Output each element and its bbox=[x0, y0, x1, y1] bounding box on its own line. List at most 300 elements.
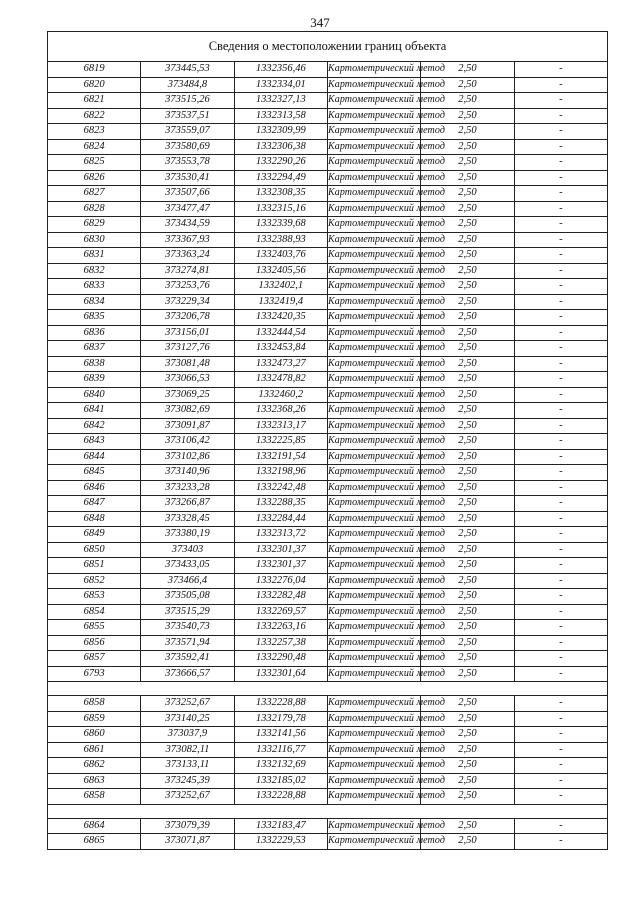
method-cell: Картометрический метод bbox=[327, 742, 420, 758]
table-row bbox=[48, 527, 608, 543]
point-number-cell: 6826 bbox=[48, 170, 141, 186]
precision-cell: 2,50 bbox=[421, 108, 514, 124]
coordinate-y-cell: 1332225,85 bbox=[234, 434, 327, 450]
table-row bbox=[48, 139, 608, 155]
point-number-cell: 6831 bbox=[48, 248, 141, 264]
description-cell: - bbox=[514, 496, 607, 512]
coordinate-x-cell: 373140,96 bbox=[141, 465, 234, 481]
coordinate-y-cell: 1332368,26 bbox=[234, 403, 327, 419]
description-cell: - bbox=[514, 279, 607, 295]
precision-cell: 2,50 bbox=[421, 372, 514, 388]
description-cell: - bbox=[514, 108, 607, 124]
point-number-cell: 6830 bbox=[48, 232, 141, 248]
table-row bbox=[48, 325, 608, 341]
point-number-cell: 6832 bbox=[48, 263, 141, 279]
table-row bbox=[48, 232, 608, 248]
point-number-cell: 6833 bbox=[48, 279, 141, 295]
table-row bbox=[48, 279, 608, 295]
precision-cell: 2,50 bbox=[421, 232, 514, 248]
coordinate-x-cell: 373233,28 bbox=[141, 480, 234, 496]
coordinate-y-cell: 1332356,46 bbox=[234, 62, 327, 78]
coordinate-y-cell: 1332309,99 bbox=[234, 124, 327, 140]
coordinate-x-cell: 373466,4 bbox=[141, 573, 234, 589]
point-number-cell: 6828 bbox=[48, 201, 141, 217]
description-cell: - bbox=[514, 62, 607, 78]
table-row bbox=[48, 341, 608, 357]
coordinate-x-cell: 373380,19 bbox=[141, 527, 234, 543]
description-cell: - bbox=[514, 186, 607, 202]
point-number-cell: 6849 bbox=[48, 527, 141, 543]
precision-cell: 2,50 bbox=[421, 789, 514, 805]
precision-cell: 2,50 bbox=[421, 573, 514, 589]
coordinate-y-cell: 1332290,26 bbox=[234, 155, 327, 171]
coordinate-x-cell: 373140,25 bbox=[141, 711, 234, 727]
point-number-cell: 6836 bbox=[48, 325, 141, 341]
coordinate-x-cell: 373403 bbox=[141, 542, 234, 558]
precision-cell: 2,50 bbox=[421, 696, 514, 712]
method-cell: Картометрический метод bbox=[327, 279, 420, 295]
precision-cell: 2,50 bbox=[421, 418, 514, 434]
description-cell: - bbox=[514, 387, 607, 403]
precision-cell: 2,50 bbox=[421, 542, 514, 558]
point-number-cell: 6846 bbox=[48, 480, 141, 496]
table-row bbox=[48, 62, 608, 78]
table-row bbox=[48, 372, 608, 388]
description-cell: - bbox=[514, 711, 607, 727]
coordinate-y-cell: 1332191,54 bbox=[234, 449, 327, 465]
coordinate-x-cell: 373580,69 bbox=[141, 139, 234, 155]
table-row bbox=[48, 465, 608, 481]
description-cell: - bbox=[514, 773, 607, 789]
table-row bbox=[48, 742, 608, 758]
coordinate-x-cell: 373571,94 bbox=[141, 635, 234, 651]
precision-cell: 2,50 bbox=[421, 511, 514, 527]
precision-cell: 2,50 bbox=[421, 589, 514, 605]
coordinate-x-cell: 373037,9 bbox=[141, 727, 234, 743]
table-row bbox=[48, 201, 608, 217]
method-cell: Картометрический метод bbox=[327, 170, 420, 186]
description-cell: - bbox=[514, 139, 607, 155]
table-row bbox=[48, 186, 608, 202]
coordinate-x-cell: 373253,76 bbox=[141, 279, 234, 295]
coordinate-x-cell: 373505,08 bbox=[141, 589, 234, 605]
table-row bbox=[48, 93, 608, 109]
description-cell: - bbox=[514, 789, 607, 805]
point-number-cell: 6822 bbox=[48, 108, 141, 124]
precision-cell: 2,50 bbox=[421, 186, 514, 202]
coordinate-y-cell: 1332257,38 bbox=[234, 635, 327, 651]
method-cell: Картометрический метод bbox=[327, 217, 420, 233]
table-row bbox=[48, 77, 608, 93]
method-cell: Картометрический метод bbox=[327, 727, 420, 743]
coordinate-y-cell: 1332294,49 bbox=[234, 170, 327, 186]
method-cell: Картометрический метод bbox=[327, 124, 420, 140]
method-cell: Картометрический метод bbox=[327, 758, 420, 774]
coordinate-y-cell: 1332419,4 bbox=[234, 294, 327, 310]
coordinate-y-cell: 1332313,58 bbox=[234, 108, 327, 124]
coordinate-x-cell: 373106,42 bbox=[141, 434, 234, 450]
method-cell: Картометрический метод bbox=[327, 666, 420, 682]
table-row bbox=[48, 108, 608, 124]
table-row bbox=[48, 124, 608, 140]
table-row bbox=[48, 387, 608, 403]
precision-cell: 2,50 bbox=[421, 773, 514, 789]
coordinate-x-cell: 373071,87 bbox=[141, 834, 234, 850]
description-cell: - bbox=[514, 742, 607, 758]
table-row bbox=[48, 758, 608, 774]
coordinate-x-cell: 373229,34 bbox=[141, 294, 234, 310]
method-cell: Картометрический метод bbox=[327, 93, 420, 109]
coordinate-y-cell: 1332339,68 bbox=[234, 217, 327, 233]
coordinate-y-cell: 1332185,02 bbox=[234, 773, 327, 789]
coordinate-y-cell: 1332301,37 bbox=[234, 542, 327, 558]
description-cell: - bbox=[514, 294, 607, 310]
table-row bbox=[48, 155, 608, 171]
method-cell: Картометрический метод bbox=[327, 108, 420, 124]
description-cell: - bbox=[514, 651, 607, 667]
table-row bbox=[48, 635, 608, 651]
point-number-cell: 6844 bbox=[48, 449, 141, 465]
coordinate-y-cell: 1332478,82 bbox=[234, 372, 327, 388]
table-row bbox=[48, 170, 608, 186]
table-row bbox=[48, 651, 608, 667]
method-cell: Картометрический метод bbox=[327, 834, 420, 850]
precision-cell: 2,50 bbox=[421, 834, 514, 850]
description-cell: - bbox=[514, 93, 607, 109]
table-row bbox=[48, 263, 608, 279]
method-cell: Картометрический метод bbox=[327, 263, 420, 279]
coordinate-x-cell: 373066,53 bbox=[141, 372, 234, 388]
point-number-cell: 6840 bbox=[48, 387, 141, 403]
table-row bbox=[48, 403, 608, 419]
method-cell: Картометрический метод bbox=[327, 711, 420, 727]
page-number: 347 bbox=[310, 15, 330, 30]
coordinate-x-cell: 373127,76 bbox=[141, 341, 234, 357]
coordinate-y-cell: 1332229,53 bbox=[234, 834, 327, 850]
description-cell: - bbox=[514, 201, 607, 217]
method-cell: Картометрический метод bbox=[327, 635, 420, 651]
method-cell: Картометрический метод bbox=[327, 696, 420, 712]
method-cell: Картометрический метод bbox=[327, 155, 420, 171]
precision-cell: 2,50 bbox=[421, 465, 514, 481]
method-cell: Картометрический метод bbox=[327, 573, 420, 589]
description-cell: - bbox=[514, 589, 607, 605]
method-cell: Картометрический метод bbox=[327, 449, 420, 465]
description-cell: - bbox=[514, 418, 607, 434]
precision-cell: 2,50 bbox=[421, 480, 514, 496]
table-row bbox=[48, 773, 608, 789]
method-cell: Картометрический метод bbox=[327, 418, 420, 434]
coordinate-x-cell: 373515,29 bbox=[141, 604, 234, 620]
method-cell: Картометрический метод bbox=[327, 341, 420, 357]
table-row bbox=[48, 310, 608, 326]
point-number-cell: 6865 bbox=[48, 834, 141, 850]
point-number-cell: 6855 bbox=[48, 620, 141, 636]
coordinate-x-cell: 373537,51 bbox=[141, 108, 234, 124]
precision-cell: 2,50 bbox=[421, 279, 514, 295]
table-row bbox=[48, 604, 608, 620]
coordinate-y-cell: 1332263,16 bbox=[234, 620, 327, 636]
description-cell: - bbox=[514, 666, 607, 682]
point-number-cell: 6858 bbox=[48, 789, 141, 805]
precision-cell: 2,50 bbox=[421, 527, 514, 543]
description-cell: - bbox=[514, 727, 607, 743]
precision-cell: 2,50 bbox=[421, 387, 514, 403]
precision-cell: 2,50 bbox=[421, 727, 514, 743]
point-number-cell: 6845 bbox=[48, 465, 141, 481]
precision-cell: 2,50 bbox=[421, 742, 514, 758]
group-separator-cell bbox=[48, 682, 608, 696]
precision-cell: 2,50 bbox=[421, 651, 514, 667]
point-number-cell: 6864 bbox=[48, 818, 141, 834]
description-cell: - bbox=[514, 434, 607, 450]
coordinate-x-cell: 373079,39 bbox=[141, 818, 234, 834]
table-row bbox=[48, 573, 608, 589]
coordinate-x-cell: 373434,59 bbox=[141, 217, 234, 233]
coordinate-y-cell: 1332315,16 bbox=[234, 201, 327, 217]
description-cell: - bbox=[514, 263, 607, 279]
table-row bbox=[48, 666, 608, 682]
description-cell: - bbox=[514, 155, 607, 171]
method-cell: Картометрический метод bbox=[327, 589, 420, 605]
point-number-cell: 6858 bbox=[48, 696, 141, 712]
coordinate-y-cell: 1332183,47 bbox=[234, 818, 327, 834]
precision-cell: 2,50 bbox=[421, 155, 514, 171]
precision-cell: 2,50 bbox=[421, 263, 514, 279]
table-title: Сведения о местоположении границ объекта bbox=[48, 32, 608, 62]
precision-cell: 2,50 bbox=[421, 294, 514, 310]
group-separator-row bbox=[48, 682, 608, 696]
description-cell: - bbox=[514, 372, 607, 388]
precision-cell: 2,50 bbox=[421, 496, 514, 512]
point-number-cell: 6852 bbox=[48, 573, 141, 589]
point-number-cell: 6859 bbox=[48, 711, 141, 727]
point-number-cell: 6793 bbox=[48, 666, 141, 682]
coordinate-y-cell: 1332460,2 bbox=[234, 387, 327, 403]
method-cell: Картометрический метод bbox=[327, 232, 420, 248]
coordinate-x-cell: 373082,69 bbox=[141, 403, 234, 419]
point-number-cell: 6834 bbox=[48, 294, 141, 310]
table-row bbox=[48, 542, 608, 558]
precision-cell: 2,50 bbox=[421, 93, 514, 109]
point-number-cell: 6841 bbox=[48, 403, 141, 419]
description-cell: - bbox=[514, 558, 607, 574]
table-row bbox=[48, 449, 608, 465]
coordinate-y-cell: 1332301,64 bbox=[234, 666, 327, 682]
coordinate-y-cell: 1332132,69 bbox=[234, 758, 327, 774]
description-cell: - bbox=[514, 818, 607, 834]
description-cell: - bbox=[514, 403, 607, 419]
description-cell: - bbox=[514, 124, 607, 140]
table-row bbox=[48, 356, 608, 372]
point-number-cell: 6862 bbox=[48, 758, 141, 774]
point-number-cell: 6827 bbox=[48, 186, 141, 202]
coordinate-x-cell: 373082,11 bbox=[141, 742, 234, 758]
precision-cell: 2,50 bbox=[421, 139, 514, 155]
method-cell: Картометрический метод bbox=[327, 818, 420, 834]
coordinate-x-cell: 373540,73 bbox=[141, 620, 234, 636]
method-cell: Картометрический метод bbox=[327, 139, 420, 155]
precision-cell: 2,50 bbox=[421, 449, 514, 465]
method-cell: Картометрический метод bbox=[327, 773, 420, 789]
coordinate-y-cell: 1332242,48 bbox=[234, 480, 327, 496]
point-number-cell: 6843 bbox=[48, 434, 141, 450]
method-cell: Картометрический метод bbox=[327, 403, 420, 419]
coordinate-y-cell: 1332116,77 bbox=[234, 742, 327, 758]
coordinate-y-cell: 1332228,88 bbox=[234, 696, 327, 712]
coordinate-y-cell: 1332327,13 bbox=[234, 93, 327, 109]
method-cell: Картометрический метод bbox=[327, 620, 420, 636]
method-cell: Картометрический метод bbox=[327, 465, 420, 481]
coordinate-y-cell: 1332282,48 bbox=[234, 589, 327, 605]
coordinate-y-cell: 1332313,17 bbox=[234, 418, 327, 434]
point-number-cell: 6820 bbox=[48, 77, 141, 93]
point-number-cell: 6848 bbox=[48, 511, 141, 527]
precision-cell: 2,50 bbox=[421, 711, 514, 727]
coordinate-y-cell: 1332473,27 bbox=[234, 356, 327, 372]
method-cell: Картометрический метод bbox=[327, 248, 420, 264]
coordinate-x-cell: 373666,57 bbox=[141, 666, 234, 682]
point-number-cell: 6835 bbox=[48, 310, 141, 326]
method-cell: Картометрический метод bbox=[327, 558, 420, 574]
point-number-cell: 6860 bbox=[48, 727, 141, 743]
coordinate-x-cell: 373515,26 bbox=[141, 93, 234, 109]
coordinate-x-cell: 373363,24 bbox=[141, 248, 234, 264]
coordinate-y-cell: 1332288,35 bbox=[234, 496, 327, 512]
coordinate-y-cell: 1332198,96 bbox=[234, 465, 327, 481]
method-cell: Картометрический метод bbox=[327, 496, 420, 512]
precision-cell: 2,50 bbox=[421, 217, 514, 233]
point-number-cell: 6819 bbox=[48, 62, 141, 78]
table-title-row bbox=[48, 32, 608, 62]
coordinate-y-cell: 1332141,56 bbox=[234, 727, 327, 743]
precision-cell: 2,50 bbox=[421, 356, 514, 372]
description-cell: - bbox=[514, 217, 607, 233]
coordinate-x-cell: 373274,81 bbox=[141, 263, 234, 279]
coordinate-y-cell: 1332179,78 bbox=[234, 711, 327, 727]
table-row bbox=[48, 620, 608, 636]
point-number-cell: 6838 bbox=[48, 356, 141, 372]
precision-cell: 2,50 bbox=[421, 434, 514, 450]
coordinate-x-cell: 373530,41 bbox=[141, 170, 234, 186]
table-row bbox=[48, 496, 608, 512]
description-cell: - bbox=[514, 325, 607, 341]
coordinate-x-cell: 373477,47 bbox=[141, 201, 234, 217]
precision-cell: 2,50 bbox=[421, 341, 514, 357]
method-cell: Картометрический метод bbox=[327, 186, 420, 202]
table-row bbox=[48, 727, 608, 743]
description-cell: - bbox=[514, 356, 607, 372]
table-row bbox=[48, 248, 608, 264]
description-cell: - bbox=[514, 170, 607, 186]
point-number-cell: 6857 bbox=[48, 651, 141, 667]
point-number-cell: 6821 bbox=[48, 93, 141, 109]
table-row bbox=[48, 217, 608, 233]
description-cell: - bbox=[514, 527, 607, 543]
method-cell: Картометрический метод bbox=[327, 310, 420, 326]
coordinate-x-cell: 373559,07 bbox=[141, 124, 234, 140]
coordinate-y-cell: 1332388,93 bbox=[234, 232, 327, 248]
method-cell: Картометрический метод bbox=[327, 480, 420, 496]
description-cell: - bbox=[514, 248, 607, 264]
precision-cell: 2,50 bbox=[421, 124, 514, 140]
method-cell: Картометрический метод bbox=[327, 542, 420, 558]
description-cell: - bbox=[514, 604, 607, 620]
table-row bbox=[48, 294, 608, 310]
coordinate-y-cell: 1332269,57 bbox=[234, 604, 327, 620]
method-cell: Картометрический метод bbox=[327, 62, 420, 78]
coordinate-x-cell: 373553,78 bbox=[141, 155, 234, 171]
description-cell: - bbox=[514, 341, 607, 357]
group-separator-cell bbox=[48, 804, 608, 818]
method-cell: Картометрический метод bbox=[327, 434, 420, 450]
description-cell: - bbox=[514, 465, 607, 481]
precision-cell: 2,50 bbox=[421, 666, 514, 682]
precision-cell: 2,50 bbox=[421, 170, 514, 186]
precision-cell: 2,50 bbox=[421, 558, 514, 574]
coordinate-x-cell: 373328,45 bbox=[141, 511, 234, 527]
point-number-cell: 6842 bbox=[48, 418, 141, 434]
table-row bbox=[48, 418, 608, 434]
method-cell: Картометрический метод bbox=[327, 201, 420, 217]
coordinate-y-cell: 1332301,37 bbox=[234, 558, 327, 574]
table-row bbox=[48, 789, 608, 805]
coordinate-x-cell: 373091,87 bbox=[141, 418, 234, 434]
coordinate-x-cell: 373102,86 bbox=[141, 449, 234, 465]
point-number-cell: 6861 bbox=[48, 742, 141, 758]
coordinate-y-cell: 1332313,72 bbox=[234, 527, 327, 543]
coordinate-x-cell: 373206,78 bbox=[141, 310, 234, 326]
method-cell: Картометрический метод bbox=[327, 77, 420, 93]
description-cell: - bbox=[514, 542, 607, 558]
method-cell: Картометрический метод bbox=[327, 325, 420, 341]
coordinate-x-cell: 373484,8 bbox=[141, 77, 234, 93]
precision-cell: 2,50 bbox=[421, 604, 514, 620]
point-number-cell: 6850 bbox=[48, 542, 141, 558]
description-cell: - bbox=[514, 834, 607, 850]
method-cell: Картометрический метод bbox=[327, 527, 420, 543]
coordinate-x-cell: 373433,05 bbox=[141, 558, 234, 574]
table-row bbox=[48, 434, 608, 450]
precision-cell: 2,50 bbox=[421, 201, 514, 217]
description-cell: - bbox=[514, 232, 607, 248]
coordinate-x-cell: 373266,87 bbox=[141, 496, 234, 512]
coordinate-y-cell: 1332453,84 bbox=[234, 341, 327, 357]
table-row bbox=[48, 558, 608, 574]
group-separator-row bbox=[48, 804, 608, 818]
coordinate-y-cell: 1332308,35 bbox=[234, 186, 327, 202]
description-cell: - bbox=[514, 480, 607, 496]
point-number-cell: 6854 bbox=[48, 604, 141, 620]
coordinate-x-cell: 373592,41 bbox=[141, 651, 234, 667]
coordinate-y-cell: 1332420,35 bbox=[234, 310, 327, 326]
point-number-cell: 6837 bbox=[48, 341, 141, 357]
coordinate-y-cell: 1332402,1 bbox=[234, 279, 327, 295]
coordinate-x-cell: 373252,67 bbox=[141, 696, 234, 712]
precision-cell: 2,50 bbox=[421, 758, 514, 774]
precision-cell: 2,50 bbox=[421, 77, 514, 93]
method-cell: Картометрический метод bbox=[327, 372, 420, 388]
table-row bbox=[48, 834, 608, 850]
coordinate-x-cell: 373445,53 bbox=[141, 62, 234, 78]
point-number-cell: 6863 bbox=[48, 773, 141, 789]
precision-cell: 2,50 bbox=[421, 403, 514, 419]
coordinate-x-cell: 373507,66 bbox=[141, 186, 234, 202]
method-cell: Картометрический метод bbox=[327, 294, 420, 310]
description-cell: - bbox=[514, 758, 607, 774]
method-cell: Картометрический метод bbox=[327, 604, 420, 620]
description-cell: - bbox=[514, 620, 607, 636]
